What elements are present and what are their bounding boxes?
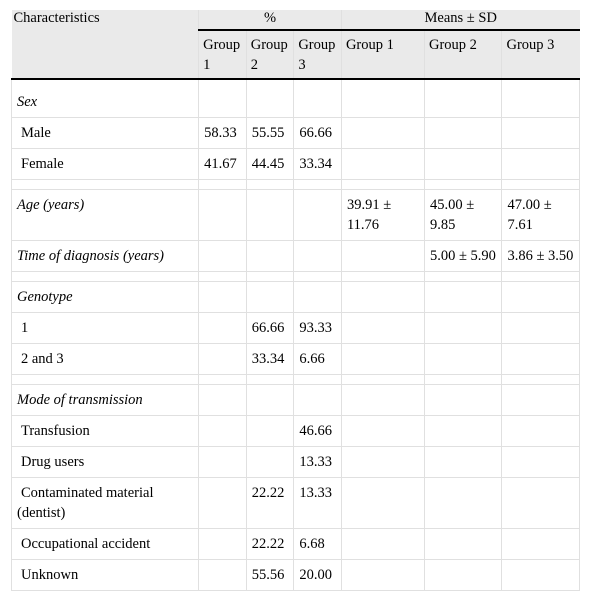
cell-pct-g3: 93.33: [294, 313, 342, 344]
header-means-group-3: Group 3: [502, 30, 580, 79]
cell-pct-g3: 13.33: [294, 478, 342, 529]
table-row-genotype-1: [12, 313, 580, 344]
cell-pct-g2: 55.56: [246, 560, 294, 591]
cell-pct-g2: 66.66: [246, 313, 294, 344]
row-label: 2 and 3: [12, 344, 199, 375]
cell-pct-g2: 22.22: [246, 478, 294, 529]
table-row-transfusion: [12, 416, 580, 447]
cell-pct-g1: 58.33: [199, 118, 247, 149]
header-means-sd: Means ± SD: [341, 10, 579, 30]
cell-pct-g3: 13.33: [294, 447, 342, 478]
row-label: Female: [12, 149, 199, 180]
table-row-female: [12, 149, 580, 180]
table-row-genotype-2-3: [12, 344, 580, 375]
spacer-row: [12, 375, 580, 385]
header-row-1: [12, 10, 580, 30]
header-characteristics: Characteristics: [12, 10, 199, 30]
header-means-group-1: Group 1: [341, 30, 424, 79]
row-label: Contaminated material (dentist): [12, 478, 199, 529]
table-row-unknown: [12, 560, 580, 591]
row-label: Unknown: [12, 560, 199, 591]
section-label-mode: Mode of transmission: [12, 385, 199, 416]
cell-pct-g3: 6.66: [294, 344, 342, 375]
table-row-time-of-diagnosis: [12, 241, 580, 272]
spacer-row: [12, 180, 580, 190]
section-label-sex: Sex: [12, 79, 199, 118]
header-pct-group-2: Group 2: [246, 30, 294, 79]
cell-means-g2: 5.00 ± 5.90: [424, 241, 502, 272]
section-row-sex: [12, 79, 580, 118]
header-pct-group-3: Group 3: [294, 30, 342, 79]
cell-pct-g2: 33.34: [246, 344, 294, 375]
section-row-genotype: [12, 282, 580, 313]
cell-pct-g3: 46.66: [294, 416, 342, 447]
header-pct-group-1: Group 1: [199, 30, 247, 79]
row-label: Transfusion: [12, 416, 199, 447]
table-row-occupational-accident: [12, 529, 580, 560]
cell-pct-g1: 41.67: [199, 149, 247, 180]
header-blank: [12, 30, 199, 79]
row-label-age: Age (years): [12, 190, 199, 241]
cell-pct-g3: 33.34: [294, 149, 342, 180]
row-label: Drug users: [12, 447, 199, 478]
cell-means-g3: 47.00 ± 7.61: [502, 190, 580, 241]
row-label-diagnosis: Time of diagnosis (years): [12, 241, 199, 272]
cell-pct-g2: 44.45: [246, 149, 294, 180]
section-row-mode-of-transmission: [12, 385, 580, 416]
cell-means-g1: 39.91 ± 11.76: [341, 190, 424, 241]
table-row-age: [12, 190, 580, 241]
table-row-drug-users: [12, 447, 580, 478]
spacer-row: [12, 272, 580, 282]
header-row-2: [12, 30, 580, 79]
header-percent: %: [199, 10, 342, 30]
header-means-group-2: Group 2: [424, 30, 502, 79]
cell-pct-g3: 66.66: [294, 118, 342, 149]
row-label: Male: [12, 118, 199, 149]
cell-pct-g2: 55.55: [246, 118, 294, 149]
cell-pct-g2: 22.22: [246, 529, 294, 560]
row-label: Occupational accident: [12, 529, 199, 560]
table-row-male: [12, 118, 580, 149]
cell-means-g3: 3.86 ± 3.50: [502, 241, 580, 272]
characteristics-table: [11, 10, 580, 591]
cell-pct-g3: 20.00: [294, 560, 342, 591]
cell-pct-g3: 6.68: [294, 529, 342, 560]
cell-means-g2: 45.00 ± 9.85: [424, 190, 502, 241]
table-row-contaminated-material: [12, 478, 580, 529]
section-label-genotype: Genotype: [12, 282, 199, 313]
row-label: 1: [12, 313, 199, 344]
